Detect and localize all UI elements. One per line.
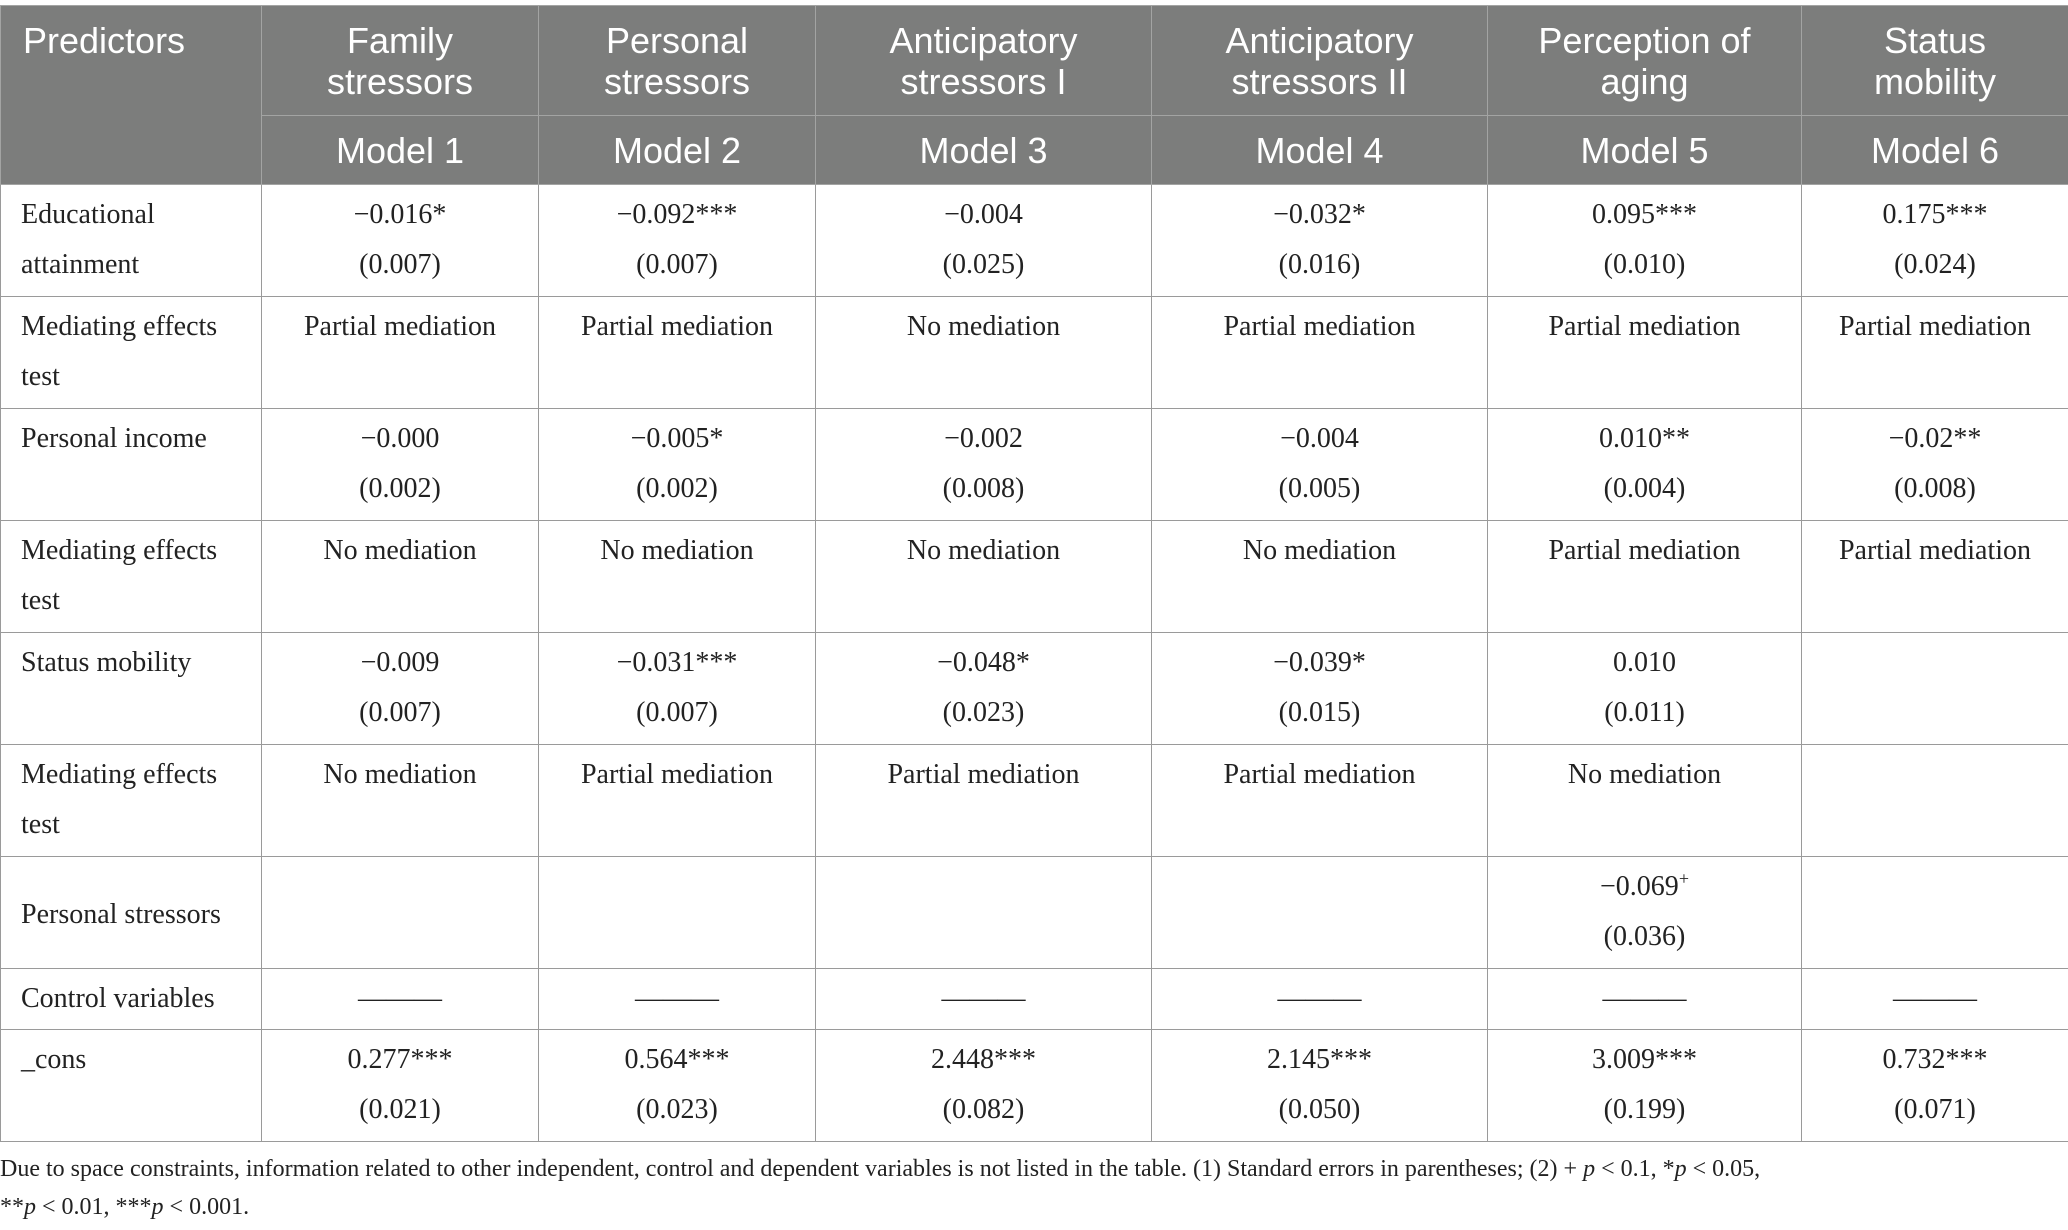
table-cell <box>816 297 1152 409</box>
coefficient-value: Partial mediation <box>1838 535 2032 566</box>
row-label-text: _cons <box>21 1044 87 1075</box>
table-row <box>1 521 2068 633</box>
coefficient-value: 0.010** <box>1599 423 1690 454</box>
table-cell <box>1152 633 1488 745</box>
table-body <box>1 185 2068 1142</box>
standard-error: (0.007) <box>636 697 718 728</box>
table-row <box>1 297 2068 409</box>
coefficient-value: No mediation <box>323 535 477 566</box>
table-cell <box>1488 969 1802 1030</box>
table-cell <box>539 1030 816 1142</box>
coefficient-value: −0.016* <box>353 199 447 230</box>
table-cell <box>1802 633 2068 745</box>
row-label-text: test <box>21 585 60 616</box>
table-cell <box>262 745 539 857</box>
coefficient-value: Partial mediation <box>1548 535 1741 566</box>
row-label <box>1 409 262 521</box>
table-cell <box>1802 857 2068 969</box>
column-title: Family stressors <box>262 6 539 116</box>
coefficient-value: −0.032* <box>1273 199 1366 230</box>
coefficient-value: ——— <box>941 983 1026 1014</box>
standard-error: (0.002) <box>636 473 718 504</box>
coefficient-value: 0.010 <box>1613 647 1676 678</box>
standard-error: (0.007) <box>359 249 441 280</box>
coefficient-value: No mediation <box>1567 759 1722 790</box>
standard-error: (0.015) <box>1278 697 1361 728</box>
table-cell <box>816 969 1152 1030</box>
coefficient-value: −0.069+ <box>1600 868 1689 902</box>
table-cell <box>539 857 816 969</box>
table-cell <box>539 297 816 409</box>
model-label: Model 1 <box>262 116 539 185</box>
coefficient-value: −0.048* <box>937 647 1030 678</box>
standard-error: (0.050) <box>1278 1094 1361 1125</box>
column-title: Anticipatory stressors II <box>1152 6 1488 116</box>
table-footnote: Due to space constraints, information related to other independent, control and dependent variables is not listed in the table. (1) Standard errors in parentheses; (2) + p < 0.1, *p < 0.05, **p < 0.01, ***p < 0.001. <box>0 1156 1761 1220</box>
standard-error: (0.082) <box>942 1094 1025 1125</box>
coefficient-value: Partial mediation <box>1838 311 2032 342</box>
standard-error: (0.007) <box>636 249 718 280</box>
table-cell <box>262 633 539 745</box>
model-label: Model 4 <box>1152 116 1488 185</box>
standard-error: (0.011) <box>1604 697 1685 728</box>
table-cell <box>816 409 1152 521</box>
model-label: Model 3 <box>816 116 1152 185</box>
table-cell <box>539 969 816 1030</box>
coefficient-value: 0.175*** <box>1882 199 1988 230</box>
coefficient-value: Partial mediation <box>580 311 774 342</box>
table-cell <box>816 1030 1152 1142</box>
table-cell <box>1802 1030 2068 1142</box>
coefficient-value: Partial mediation <box>580 759 774 790</box>
table-cell <box>262 1030 539 1142</box>
column-title: Status mobility <box>1802 6 2068 116</box>
coefficient-value: ——— <box>1602 983 1687 1014</box>
standard-error: (0.007) <box>359 697 441 728</box>
row-label-text: Personal stressors <box>21 899 221 930</box>
table-cell <box>262 185 539 297</box>
model-label: Model 6 <box>1802 116 2068 185</box>
table-cell <box>1152 1030 1488 1142</box>
table-cell <box>816 185 1152 297</box>
table-cell <box>1152 969 1488 1030</box>
coefficient-value: −0.092*** <box>616 199 738 230</box>
coefficient-value: −0.039* <box>1273 647 1366 678</box>
table-cell <box>539 409 816 521</box>
standard-error: (0.004) <box>1603 473 1686 504</box>
column-title: Anticipatory stressors I <box>816 6 1152 116</box>
table-cell <box>262 969 539 1030</box>
table-cell <box>262 409 539 521</box>
coefficient-value: −0.004 <box>944 199 1023 230</box>
coefficient-value: Partial mediation <box>1548 311 1741 342</box>
row-label-text: test <box>21 809 60 840</box>
standard-error: (0.008) <box>942 473 1025 504</box>
table-cell <box>262 521 539 633</box>
table-cell <box>1488 185 1802 297</box>
row-label <box>1 969 262 1030</box>
table-cell <box>262 857 539 969</box>
table-cell <box>1802 185 2068 297</box>
coefficient-value: −0.004 <box>1280 423 1359 454</box>
table-row <box>1 857 2068 969</box>
row-label <box>1 745 262 857</box>
table-cell <box>1152 185 1488 297</box>
row-label-text: test <box>21 361 60 392</box>
table-cell <box>1488 857 1802 969</box>
row-label-text: Mediating effects <box>21 759 218 790</box>
table-cell <box>539 185 816 297</box>
table-cell <box>539 521 816 633</box>
table-cell <box>1488 297 1802 409</box>
row-label <box>1 297 262 409</box>
coefficient-value: 0.732*** <box>1882 1044 1988 1075</box>
coefficient-value: −0.002 <box>944 423 1023 454</box>
coefficient-value: −0.009 <box>360 647 440 678</box>
row-label-text: attainment <box>21 249 140 280</box>
table-cell <box>1152 297 1488 409</box>
table-cell <box>1488 1030 1802 1142</box>
coefficient-value: −0.005* <box>630 423 724 454</box>
predictors-header: Predictors <box>1 6 262 185</box>
coefficient-value: −0.000 <box>360 423 440 454</box>
row-label-text: Personal income <box>21 423 207 454</box>
coefficient-value: 2.448*** <box>931 1044 1036 1075</box>
coefficient-value: Partial mediation <box>887 759 1080 790</box>
column-title: Perception of aging <box>1488 6 1802 116</box>
table-row <box>1 745 2068 857</box>
standard-error: (0.036) <box>1603 921 1686 952</box>
table-cell <box>262 297 539 409</box>
coefficient-value: No mediation <box>600 535 754 566</box>
table-cell <box>1488 633 1802 745</box>
table-header <box>1 6 2068 185</box>
coefficient-value: ——— <box>1277 983 1362 1014</box>
table-cell <box>1802 409 2068 521</box>
model-label: Model 2 <box>539 116 816 185</box>
table-cell <box>816 633 1152 745</box>
coefficient-value: 0.095*** <box>1592 199 1697 230</box>
standard-error: (0.023) <box>636 1094 718 1125</box>
standard-error: (0.071) <box>1894 1094 1976 1125</box>
standard-error: (0.021) <box>359 1094 441 1125</box>
row-label <box>1 1030 262 1142</box>
coefficient-value: 3.009*** <box>1592 1044 1697 1075</box>
coefficient-value: No mediation <box>906 535 1061 566</box>
coefficient-value: Partial mediation <box>303 311 497 342</box>
table-cell <box>1802 745 2068 857</box>
coefficient-value: No mediation <box>1242 535 1397 566</box>
significance-marker: + <box>1678 868 1689 889</box>
row-label <box>1 633 262 745</box>
coefficient-value: Partial mediation <box>1223 759 1416 790</box>
table-cell <box>1488 745 1802 857</box>
table-row <box>1 185 2068 297</box>
coefficient-value: ——— <box>1893 983 1977 1014</box>
standard-error: (0.002) <box>359 473 441 504</box>
row-label-text: Educational <box>21 199 155 230</box>
row-label-text: Control variables <box>21 983 215 1014</box>
table-cell <box>1802 969 2068 1030</box>
table-cell <box>1152 521 1488 633</box>
table-cell <box>539 745 816 857</box>
row-label-text: Status mobility <box>21 647 192 678</box>
coefficient-value: −0.02** <box>1888 423 1982 454</box>
table-cell <box>1152 409 1488 521</box>
standard-error: (0.024) <box>1894 249 1976 280</box>
coefficient-value: −0.031*** <box>616 647 738 678</box>
regression-table <box>0 5 2068 1142</box>
standard-error: (0.010) <box>1603 249 1686 280</box>
row-label <box>1 185 262 297</box>
table-cell <box>1802 521 2068 633</box>
standard-error: (0.016) <box>1278 249 1361 280</box>
column-title: Personal stressors <box>539 6 816 116</box>
table-cell <box>1152 745 1488 857</box>
table-cell <box>1802 297 2068 409</box>
standard-error: (0.199) <box>1603 1094 1686 1125</box>
row-label-text: Mediating effects <box>21 535 218 566</box>
coefficient-value: 2.145*** <box>1267 1044 1372 1075</box>
coefficient-value: No mediation <box>906 311 1061 342</box>
table-cell <box>816 521 1152 633</box>
table-cell <box>539 633 816 745</box>
table-row <box>1 633 2068 745</box>
table-cell <box>1488 521 1802 633</box>
row-label-text: Mediating effects <box>21 311 218 342</box>
standard-error: (0.025) <box>942 249 1025 280</box>
table-cell <box>816 745 1152 857</box>
standard-error: (0.023) <box>942 697 1025 728</box>
standard-error: (0.005) <box>1278 473 1361 504</box>
table-row <box>1 969 2068 1030</box>
table-cell <box>1488 409 1802 521</box>
table-row <box>1 409 2068 521</box>
coefficient-value: 0.277*** <box>347 1044 453 1075</box>
coefficient-value: 0.564*** <box>624 1044 730 1075</box>
coefficient-value: ——— <box>635 983 719 1014</box>
table-cell <box>1152 857 1488 969</box>
model-label: Model 5 <box>1488 116 1802 185</box>
table-row <box>1 1030 2068 1142</box>
row-label <box>1 857 262 969</box>
table-cell <box>816 857 1152 969</box>
standard-error: (0.008) <box>1894 473 1976 504</box>
coefficient-value: ——— <box>358 983 442 1014</box>
row-label <box>1 521 262 633</box>
coefficient-value: No mediation <box>323 759 477 790</box>
coefficient-value: Partial mediation <box>1223 311 1416 342</box>
